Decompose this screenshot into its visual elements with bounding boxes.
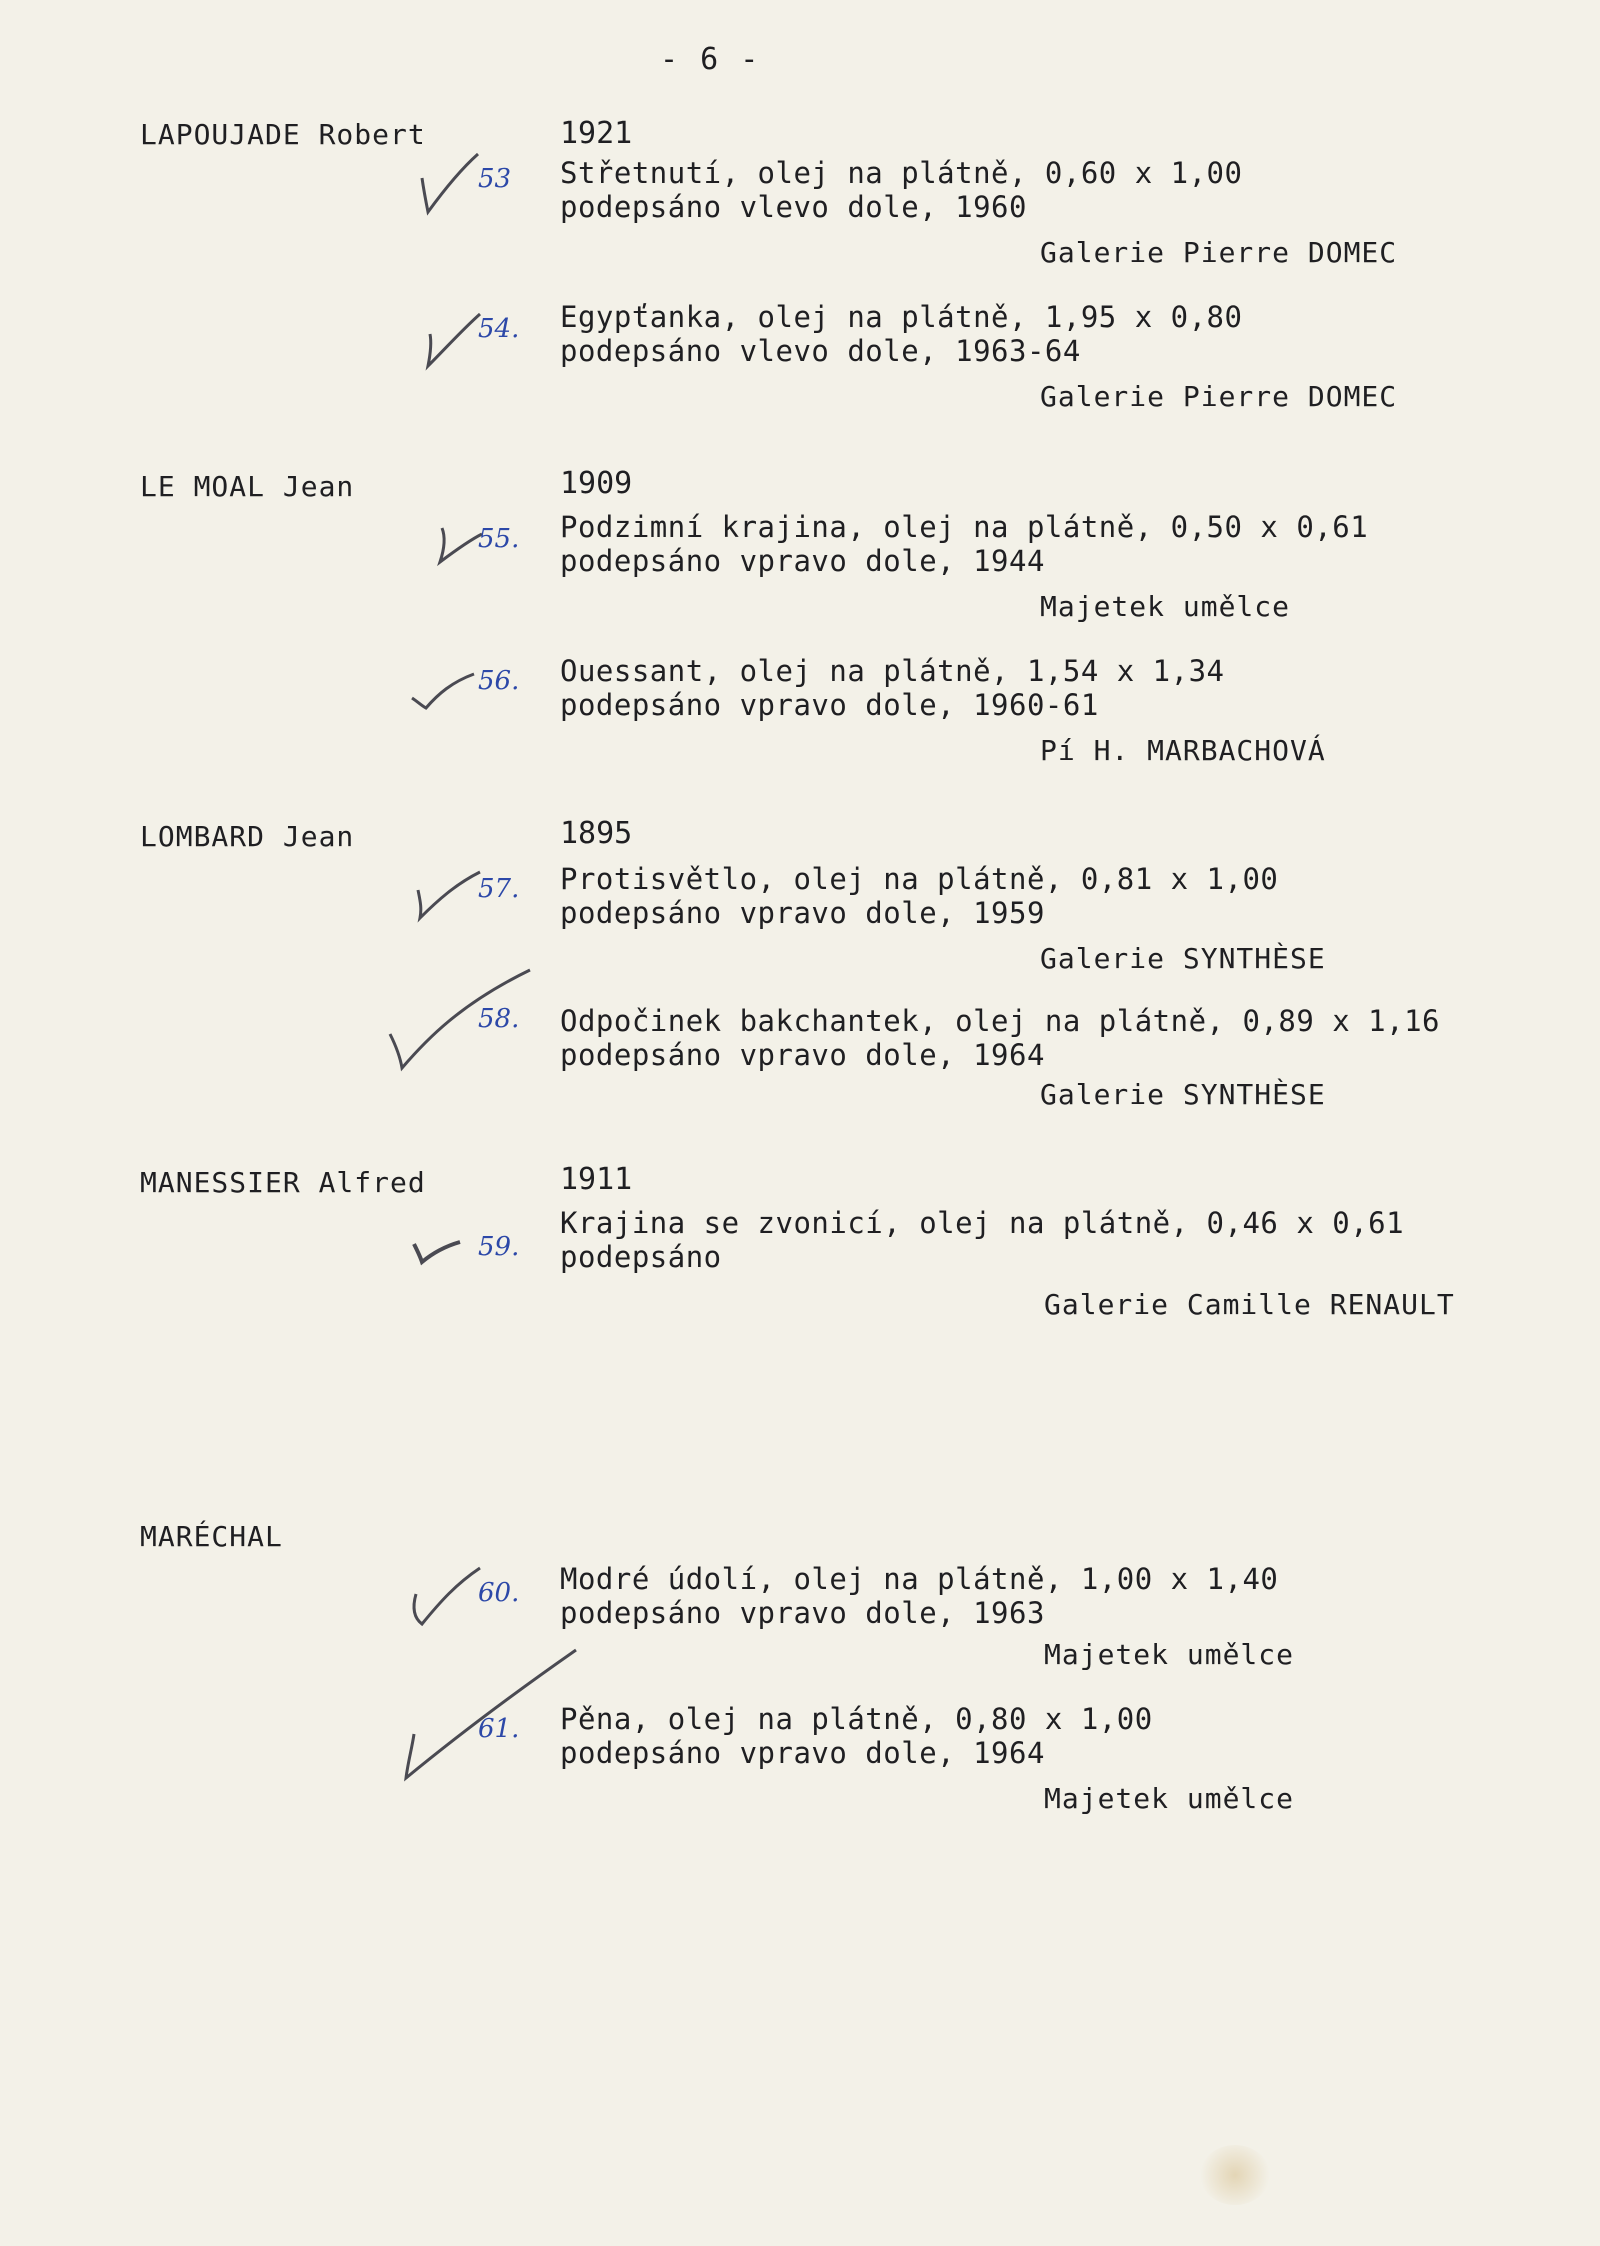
artwork-entry: [560, 1702, 1153, 1770]
artwork-title: Egypťanka, olej na plátně, 1,95 x 0,80: [560, 300, 1243, 334]
artwork-title: Krajina se zvonicí, olej na plátně, 0,46 x 0,61: [560, 1206, 1405, 1240]
artwork-owner: Galerie Pierre DOMEC: [1040, 236, 1398, 269]
artwork-signature: podepsáno vpravo dole, 1963: [560, 1596, 1045, 1630]
artist-name: MARÉCHAL: [140, 1520, 283, 1553]
artwork-signature: podepsáno vpravo dole, 1964: [560, 1038, 1045, 1072]
check-mark: [400, 300, 570, 380]
artwork-signature: podepsáno vpravo dole, 1959: [560, 896, 1045, 930]
artwork-entry: [560, 1004, 1440, 1072]
check-mark: [400, 1218, 570, 1298]
artist-name: LOMBARD Jean: [140, 820, 355, 853]
artwork-entry: [560, 1206, 1404, 1274]
catalog-number: 55.: [478, 524, 520, 554]
artwork-owner: Galerie Camille RENAULT: [1044, 1288, 1455, 1321]
page-number: - 6 -: [660, 42, 761, 77]
artwork-title: Podzimní krajina, olej na plátně, 0,50 x 0,61: [560, 510, 1369, 544]
catalog-number: 54.: [478, 314, 520, 344]
artwork-signature: podepsáno vpravo dole, 1964: [560, 1736, 1045, 1770]
catalog-number: 53: [478, 164, 512, 194]
artist-birth-year: 1911: [560, 1162, 633, 1197]
catalog-number: 56.: [478, 666, 520, 696]
catalog-number: 59.: [478, 1232, 520, 1262]
artist-name: MANESSIER Alfred: [140, 1166, 426, 1199]
artwork-title: Odpočinek bakchantek, olej na plátně, 0,89 x 1,16: [560, 1004, 1441, 1038]
catalog-number: 58.: [478, 1004, 520, 1034]
artwork-owner: Galerie SYNTHÈSE: [1040, 942, 1326, 975]
check-mark: [400, 990, 570, 1070]
artwork-signature: podepsáno vlevo dole, 1960: [560, 190, 1027, 224]
catalog-number: 57.: [478, 874, 520, 904]
artwork-title: Modré údolí, olej na plátně, 1,00 x 1,40: [560, 1562, 1279, 1596]
check-mark: [400, 652, 570, 732]
artwork-entry: [560, 510, 1368, 578]
artwork-entry: [560, 654, 1225, 722]
artwork-entry: [560, 862, 1278, 930]
artwork-signature: podepsáno: [560, 1240, 722, 1274]
catalog-number: 60.: [478, 1578, 520, 1608]
catalog-number: 61.: [478, 1714, 520, 1744]
artist-birth-year: 1909: [560, 466, 633, 501]
artwork-owner: Galerie Pierre DOMEC: [1040, 380, 1398, 413]
check-mark: [400, 1700, 570, 1780]
artist-name: LAPOUJADE Robert: [140, 118, 426, 151]
artist-birth-year: 1921: [560, 116, 633, 151]
artwork-owner: Pí H. MARBACHOVÁ: [1040, 734, 1326, 767]
artwork-signature: podepsáno vpravo dole, 1960-61: [560, 688, 1099, 722]
artist-birth-year: 1895: [560, 816, 633, 851]
artwork-entry: [560, 300, 1242, 368]
artwork-owner: Majetek umělce: [1040, 590, 1291, 623]
paper-stain: [1200, 2145, 1270, 2205]
artwork-title: Pěna, olej na plátně, 0,80 x 1,00: [560, 1702, 1153, 1736]
check-mark: [400, 150, 570, 230]
check-mark: [400, 510, 570, 590]
artwork-owner: Galerie SYNTHÈSE: [1040, 1078, 1326, 1111]
artwork-title: Střetnutí, olej na plátně, 0,60 x 1,00: [560, 156, 1243, 190]
artwork-entry: [560, 1562, 1278, 1630]
artwork-title: Protisvětlo, olej na plátně, 0,81 x 1,00: [560, 862, 1279, 896]
artist-name: LE MOAL Jean: [140, 470, 355, 503]
artwork-signature: podepsáno vpravo dole, 1944: [560, 544, 1045, 578]
check-mark: [400, 1564, 570, 1644]
artwork-title: Ouessant, olej na plátně, 1,54 x 1,34: [560, 654, 1225, 688]
artwork-signature: podepsáno vlevo dole, 1963-64: [560, 334, 1081, 368]
artwork-owner: Majetek umělce: [1044, 1638, 1295, 1671]
artwork-owner: Majetek umělce: [1044, 1782, 1295, 1815]
artwork-entry: [560, 156, 1242, 224]
check-mark: [400, 860, 570, 940]
